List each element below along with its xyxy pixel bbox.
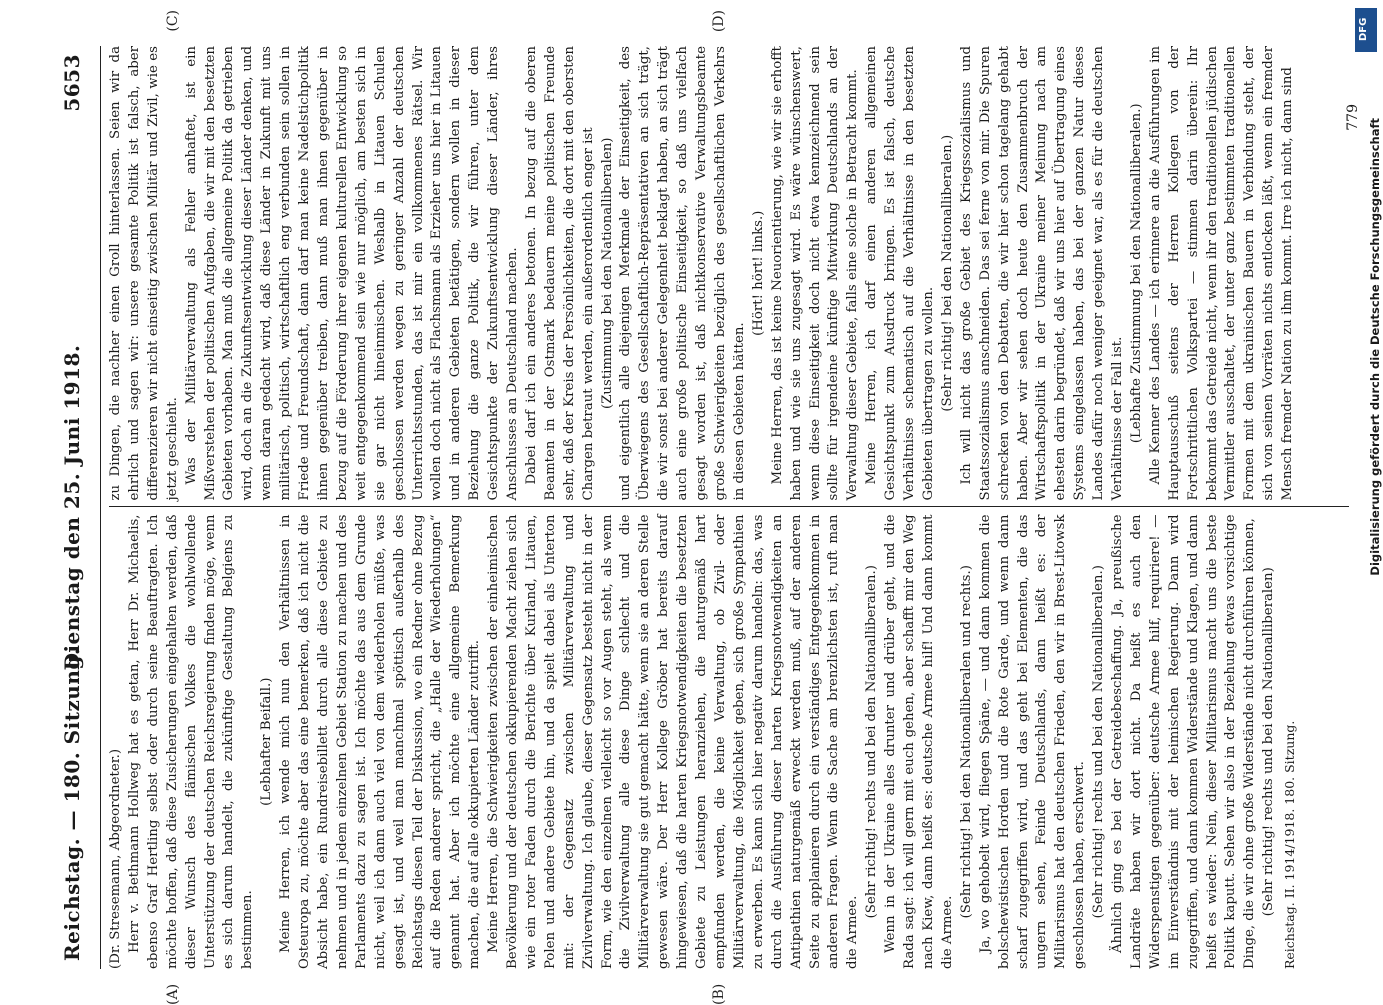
paragraph: Ich will nicht das große Gebiet des Kriegssozialismus und Staatssozialismus anschneiden. Das sei ferne von mir. Die Spuren schrecken von den Debatten, die wir hier schon tagelang gehabt haben. Aber wir sehen doch heute den Zusammenbruch der Wirtschaftspolitik in der Ukraine meiner Meinung nach am ehesten darin begründet, daß wir uns hier auf Übertragung eines Systems eingelassen haben, das bei der ganzen Natur dieses Landes dafür noch weniger geeignet war, als es für die deutschen Verhältnisse der Fall ist. — [958, 46, 1126, 501]
interjection: (Sehr richtig! rechts und bei den Nationalliberalen.) — [1091, 565, 1107, 919]
interjection: (Lebhafter Beifall.) — [259, 677, 275, 806]
margin-mark-c: (C) — [165, 10, 181, 32]
interjection: (Sehr richtig! rechts und bei den Nationalliberalen) — [1261, 567, 1277, 917]
interjection: (Sehr richtig! bei den Nationalliberalen.) — [939, 134, 955, 412]
paragraph: Herr v. Bethmann Hollweg hat es getan, Herr Dr. Michaelis, ebenso Graf Hertling selbst oder durch seine Beauftragten. Ich möchte hoffen, daß diese Zusicherungen eingehalten werden, daß dieser Wunsch des flämischen Volkes die wohlwollende Unterstützung der deutschen Reichsregierung finden möge, wenn es sich darum handelt, die zukünftige Gestaltung Belgiens zu bestimmen. — [126, 514, 256, 969]
paragraph: Meine Herren, ich darf einen anderen allgemeinen Gesichtspunkt zum Ausdruck bringen. Es ist falsch, deutsche Verhältnisse schematisch auf die Verhältnisse in den besetzten Gebieten übertragen zu wollen. — [864, 46, 936, 501]
paragraph: zu Dingen, die nachher einen Groll hinterlassen. Seien wir da ehrlich und sagen wir: unsere gesamte Politik ist falsch, aber differenzieren wir nicht einseitig zwischen Militär und Zivil, wie es jetzt geschieht. — [108, 46, 180, 501]
dfg-logo: DFG — [1355, 8, 1377, 52]
interjection: (Sehr richtig! bei den Nationalliberalen und rechts.) — [958, 565, 974, 919]
paragraph: Was der Militärverwaltung als Fehler anhaftet, ist ein Mißverstehen der politischen Aufgaben, die wir mit den besetzten Gebieten vorhaben. Man muß die allgemeine Politik da getrieben wird, doch an die Zukunftsentwicklung dieser Länder denken, und wenn daran gedacht wird, daß diese Länder in Zukunft mit uns militärisch, politisch, wirtschaftlich eng verbunden sein sollen in Friede und Freundschaft, dann darf man keine Nadelstichpolitik ihnen gegenüber treiben, dann muß man ihnen gegenüber in bezug auf die Förderung ihrer eigenen kulturellen Entwicklung so weit entgegenkommend sein wie nur möglich, am besten sich in sie gar nicht hineinmischen. Weshalb in Litauen Schulen geschlossen werden wegen zu geringer Anzahl der deutschen Unterrichtsstunden, das ist mir ein vollkommenes Rätsel. Wir wollen doch nicht als Flachsmann als Erzieher uns hier in Litauen und in anderen Gebieten betätigen, sondern wollen in dieser Beziehung die ganze Politik, die wir führen, unter dem Gesichtspunkte der Zukunftsentwicklung dieser Länder, ihres Anschlusses an Deutschland machen. — [183, 46, 521, 501]
interjection: (Sehr richtig! rechts und bei den Nationalliberalen.) — [864, 565, 880, 919]
running-head — [46, 46, 101, 969]
credit-strip — [1355, 8, 1382, 943]
paragraph: und eigentlich alle diejenigen Merkmale der Einseitigkeit, des Überwiegens des Gesellschaftlich-Repräsentativen an sich trägt, die wir sonst bei anderer Gelegenheit beklagt haben, an sich trägt auch eine große politische Einseitigkeit, so daß uns vielfach gesagt worden ist, daß nichtkonservative Verwaltungsbeamte große Schwierigkeiten bezüglich des gesellschaftlichen Verkehrs in diesen Gebieten hätten. — [618, 46, 747, 501]
header-left: Reichstag. — 180. Sitzung. — [60, 647, 84, 961]
interjection: (Lebhafte Zustimmung bei den Nationalliberalen.) — [1128, 103, 1144, 444]
margin-mark-b: (B) — [711, 983, 727, 1005]
paragraph: Alle Kenner des Landes — ich erinnere an die Ausführungen im Hauptausschuß seitens der Herren Kollegen von der Fortschrittlichen Volkspartei — stimmen darin überein: Ihr bekommt das Getreide nicht, wenn ihr den traditionellen jüdischen Vermittler ausschaltet, der unter ganz bestimmten traditionellen Formen mit dem ukrainischen Bauern in Verbindung steht, der sich von seinen Vorräten nichts entlocken läßt, wenn ein fremder Mensch fremder Nation zu ihm kommt. Irre ich nicht, dann sind — [1147, 46, 1296, 501]
page-footer: Reichstag. II. 1914/1918. 180. Sitzung. — [1282, 720, 1298, 969]
credit-text: Digitalisierung gefördert durch die Deutsche Forschungsgemeinschaft — [1368, 118, 1382, 576]
header-page-number: 5653 — [60, 54, 84, 112]
paragraph: Meine Herren, ich wende mich nun den Verhältnissen in Osteuropa zu, möchte aber das eine bemerken, daß ich nicht die Absicht habe, ein Rundreisebillett durch alle diese Gebiete zu nehmen und in jedem einzelnen Gebiet Station zu machen und des Parlaments dazu zu sagen ist. Ich möchte das aus dem Grunde nicht, weil ich dann auch viel von dem wiederholen müßte, was gesagt ist, und weil man manchmal spöttisch außerhalb des Reichstags diesen Teil der Diskussion, wo ein Redner ohne Bezug auf die Reden anderer spricht, die „Halle der Wiederholungen“ genannt hat. Aber ich möchte eine allgemeine Bemerkung machen, die auf alle okkupierten Länder zutrifft. — [278, 514, 483, 969]
paragraph: Meine Herren, das ist keine Neuorientierung, wie wir sie erhofft haben und wie sie uns zugesagt wird. Es wäre wünschenswert, wenn diese Einseitigkeit doch nicht etwa kennzeichnend sein sollte für irgendeine künftige Mitwirkung Deutschlands an der Verwaltung dieser Gebiete, falls eine solche in Betracht kommt. — [769, 46, 861, 501]
right-column — [107, 46, 1349, 501]
interjection: (Zustimmung bei den Nationalliberalen) — [599, 137, 615, 409]
text-body — [101, 10, 1349, 1005]
paragraph: (Dr. Stresemann, Abgeordneter.) — [108, 748, 123, 969]
margin-mark-a: (A) — [165, 983, 181, 1005]
column-divider — [109, 507, 1349, 508]
header-date: Dienstag den 25. Juni 1918. — [60, 344, 84, 671]
paragraph: Dabei darf ich ein anderes betonen. In bezug auf die oberen Beamten in der Ostmark bedauern meine politischen Freunde sehr, daß der Kreis der Persönlichkeiten, die dort mit den obersten Chargen betraut werden, ein außerordentlich enger ist — [523, 46, 596, 501]
paragraph: Wenn in der Ukraine alles drunter und drüber geht, und die Rada sagt: ich will gern mit euch gehen, aber schafft mir den Weg nach Kiew, dann heißt es: deutsche Armee hilf! Und dann kommt die Armee. — [883, 514, 955, 969]
bottom-page-number: 779 — [1345, 104, 1361, 131]
paragraph: Meine Herren, die Schwierigkeiten zwischen der einheimischen Bevölkerung und der deutschen okkupierenden Macht ziehen sich wie ein roter Faden durch die Berichte über Kurland, Litauen, Polen und andere Gebiete hin, und da spielt dabei als Unterton mit: der Gegensatz zwischen Militärverwaltung und Zivilverwaltung. Ich glaube, dieser Gegensatz besteht nicht in der Form, wie den einzelnen vielleicht so vor Augen steht, als wenn die Zivilverwaltung alle diese Dinge schlecht und die Militärverwaltung sie gut gemacht hätte, wenn sie an deren Stelle gewesen wäre. Der Herr Kollege Gröber hat bereits darauf hingewiesen, daß die harten Kriegsnotwendigkeiten die besetzten Gebiete zu Leistungen heranziehen, die naturgemäß hart empfunden werden, die keine Verwaltung, ob Zivil- oder Militärverwaltung, die Möglichkeit geben, sich große Sympathien zu erwerben. Es kann sich hier negativ darum handeln: das, was durch die Ausführung dieser harten Kriegsnotwendigkeiten an Antipathien naturgemäß erweckt werden muß, auf der anderen Seite zu applanieren durch ein verständiges Entgegenkommen in anderen Fragen. Wenn die Sache am brenzlichsten ist, ruft man die Armee. — [486, 514, 861, 969]
paragraph: Ja, wo gehobelt wird, fliegen Späne, — und dann kommen die bolschewistischen Horden und die Rote Garde, und wenn dann scharf zugegriffen wird, und das geht bei Elementen, die das ungern sehen, Feinde Deutschlands, dann heißt es: der Militarismus hat den deutschen Frieden, den wir in Brest-Litowsk geschlossen haben, erschwert. — [977, 514, 1088, 969]
left-column — [107, 515, 1349, 970]
margin-mark-d: (D) — [711, 10, 727, 33]
interjection: (Hört! hört! links.) — [750, 210, 766, 336]
paragraph: Ähnlich ging es bei der Getreidebeschaffung. Ja, preußische Landräte haben wir dort nicht. Da heißt es auch den Widerspenstigen gegenüber: deutsche Armee hilf, requiriere! — im Einverständnis mit der heimischen Regierung. Dann wird zugegriffen, und dann kommen Widerstände und Klagen, und dann heißt es wieder: Nein, dieser Militarismus macht uns die beste Politik kaputt. Sehen wir also in der Beziehung etwas vorsichtige Dinge, die wir ohne große Widerstände nicht durchführen können, — [1110, 514, 1258, 969]
